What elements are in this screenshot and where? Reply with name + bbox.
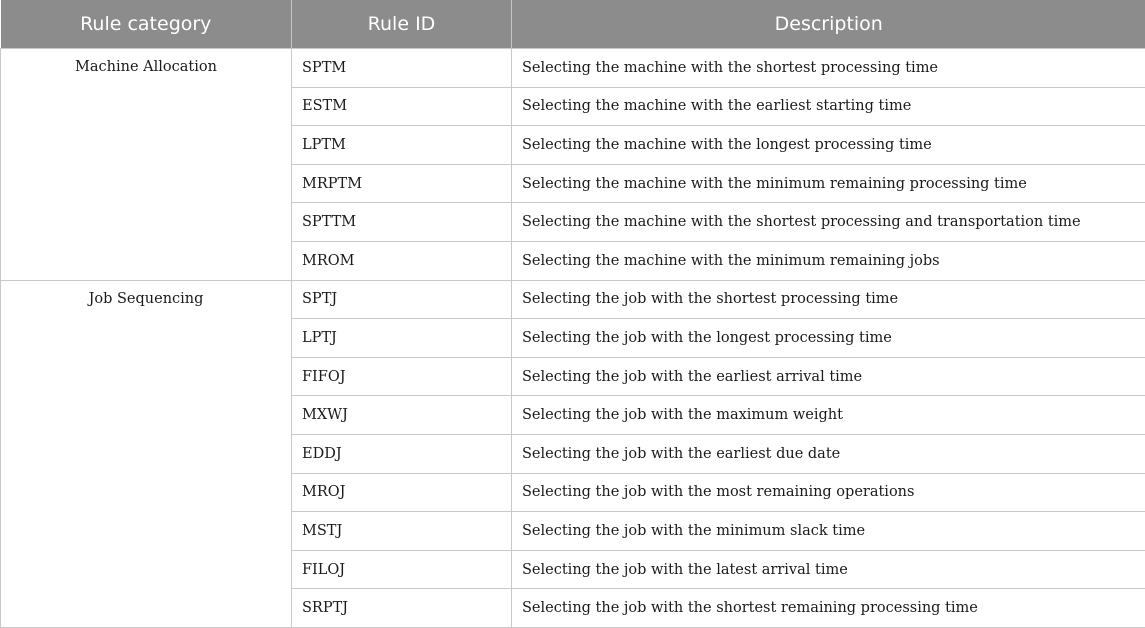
rule-id-cell: LPTJ — [292, 319, 512, 358]
rule-description-cell: Selecting the machine with the minimum remaining jobs — [512, 241, 1145, 280]
rule-description-cell: Selecting the job with the earliest arrival time — [512, 357, 1145, 396]
rule-id-cell: SPTJ — [292, 280, 512, 319]
rule-description-cell: Selecting the job with the maximum weight — [512, 396, 1145, 435]
rule-id-cell: FILOJ — [292, 550, 512, 589]
rule-category-cell: Job Sequencing — [1, 280, 292, 627]
rule-description-cell: Selecting the machine with the earliest starting time — [512, 87, 1145, 126]
rule-description-cell: Selecting the job with the shortest processing time — [512, 280, 1145, 319]
table-body — [1, 49, 1145, 628]
rule-description-cell: Selecting the machine with the shortest processing time — [512, 49, 1145, 88]
rule-description-cell: Selecting the machine with the minimum remaining processing time — [512, 164, 1145, 203]
rule-id-cell: MSTJ — [292, 512, 512, 551]
rule-description-cell: Selecting the job with the minimum slack time — [512, 512, 1145, 551]
rule-description-cell: Selecting the job with the shortest remaining processing time — [512, 589, 1145, 628]
rule-id-cell: SRPTJ — [292, 589, 512, 628]
table-row — [1, 280, 1145, 319]
rule-id-cell: MXWJ — [292, 396, 512, 435]
rule-description-cell: Selecting the machine with the shortest processing and transportation time — [512, 203, 1145, 242]
table-row — [1, 49, 1145, 88]
header-description: Description — [512, 0, 1145, 49]
rule-id-cell: MROM — [292, 241, 512, 280]
table-header — [1, 0, 1145, 49]
rule-id-cell: SPTTM — [292, 203, 512, 242]
header-row — [1, 0, 1145, 49]
rule-id-cell: FIFOJ — [292, 357, 512, 396]
rule-category-cell: Machine Allocation — [1, 49, 292, 281]
header-rule-id: Rule ID — [292, 0, 512, 49]
rule-description-cell: Selecting the job with the earliest due date — [512, 434, 1145, 473]
rule-id-cell: SPTM — [292, 49, 512, 88]
rule-description-cell: Selecting the job with the longest processing time — [512, 319, 1145, 358]
rule-description-cell: Selecting the job with the most remaining operations — [512, 473, 1145, 512]
rule-id-cell: LPTM — [292, 126, 512, 165]
rule-id-cell: ESTM — [292, 87, 512, 126]
rule-description-cell: Selecting the job with the latest arrival time — [512, 550, 1145, 589]
rule-id-cell: EDDJ — [292, 434, 512, 473]
header-rule-category: Rule category — [1, 0, 292, 49]
rule-id-cell: MRPTM — [292, 164, 512, 203]
rule-id-cell: MROJ — [292, 473, 512, 512]
rule-description-cell: Selecting the machine with the longest processing time — [512, 126, 1145, 165]
